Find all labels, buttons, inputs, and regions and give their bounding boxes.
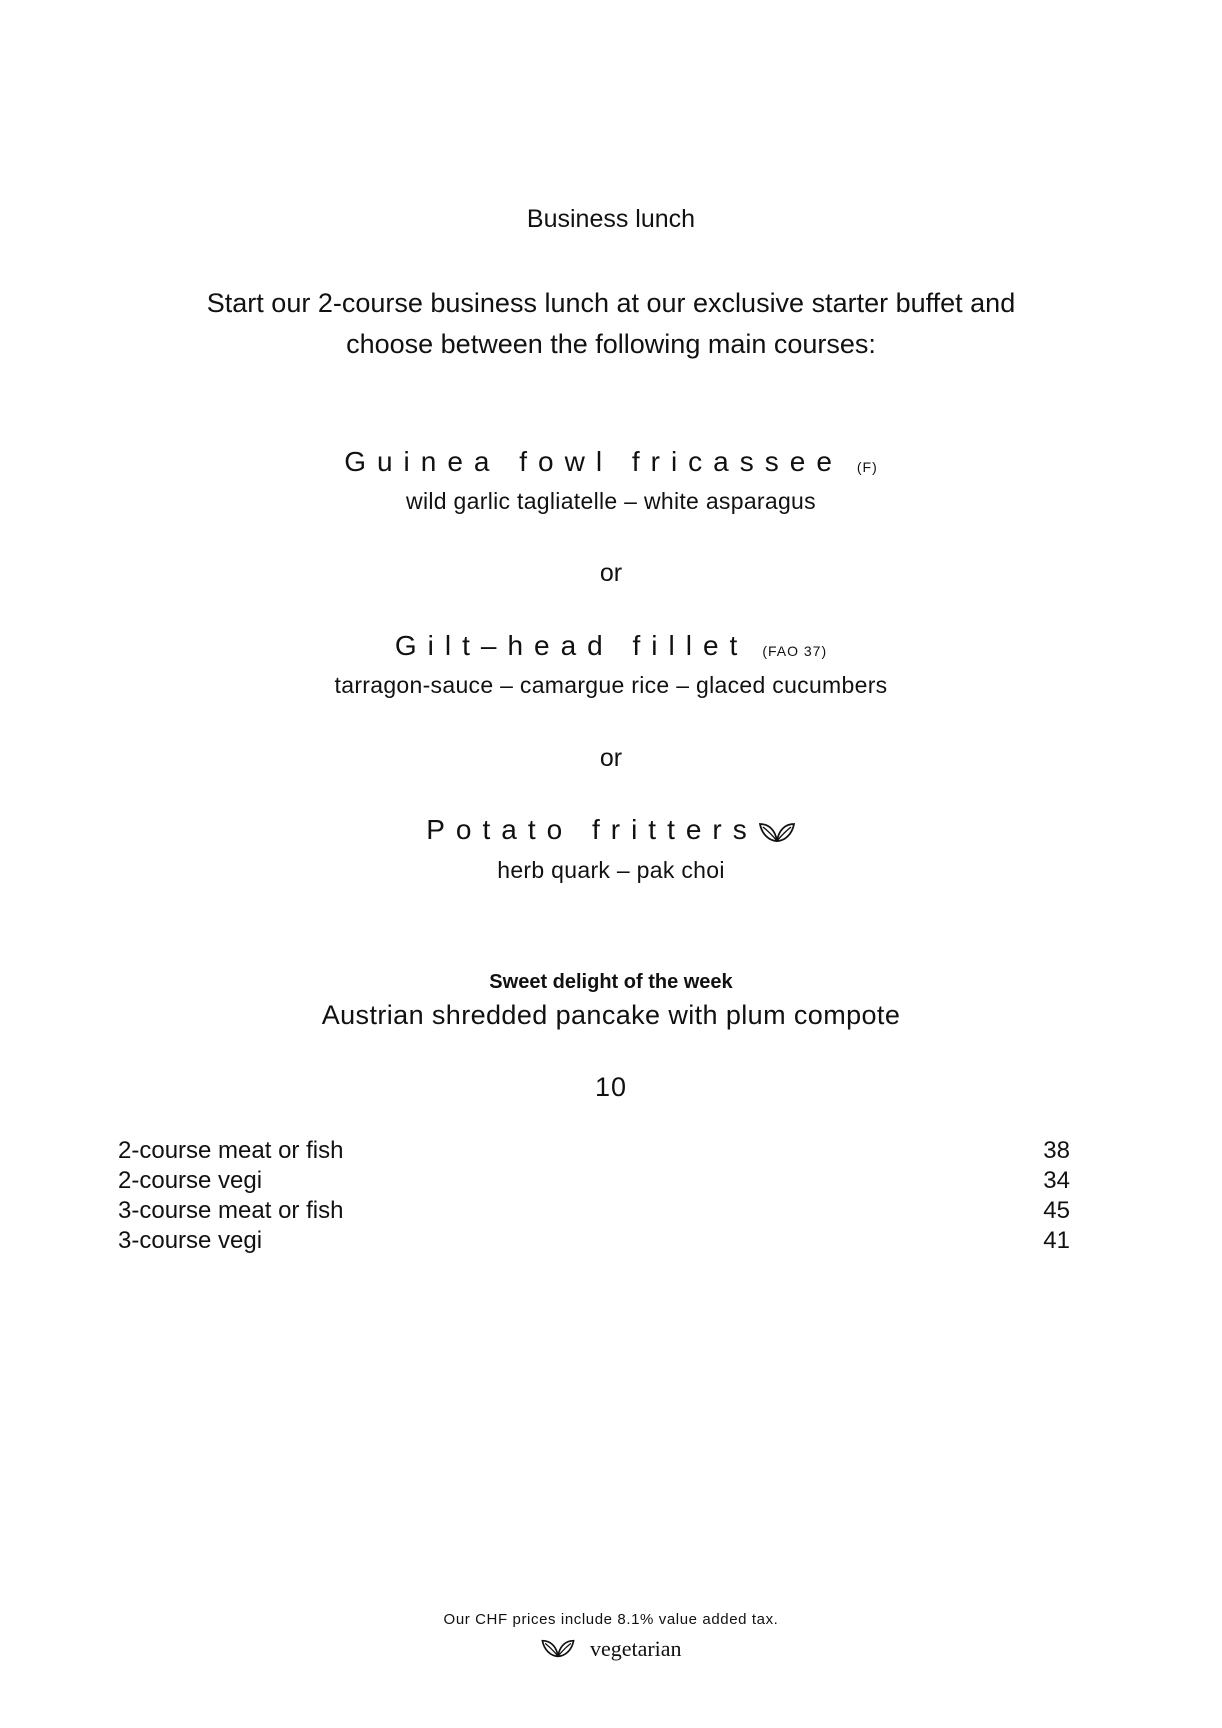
dish-potato-fritters xyxy=(0,814,1222,849)
dish-tag: (F) xyxy=(856,458,878,475)
tax-note: Our CHF prices include 8.1% value added tax. xyxy=(443,1611,779,1628)
intro-text xyxy=(0,283,1222,365)
dish-name-row xyxy=(0,630,1222,662)
price-label: 2-course vegi xyxy=(118,1167,263,1194)
price-value: 45 xyxy=(1043,1197,1070,1224)
leaf-icon xyxy=(540,1637,576,1665)
legend-text: vegetarian xyxy=(589,1636,682,1661)
dish-name: Guinea fowl fricassee xyxy=(344,446,843,477)
price-value: 41 xyxy=(1043,1227,1070,1254)
dish-name: Gilt–head fillet xyxy=(394,630,749,661)
dish-guinea-fowl xyxy=(0,446,1222,478)
or-separator: or xyxy=(599,559,623,587)
dish-name-row xyxy=(0,814,1222,849)
dish-gilt-head xyxy=(0,630,1222,662)
dish-name: Potato fritters xyxy=(426,814,758,845)
or-separator: or xyxy=(599,744,623,772)
price-label: 2-course meat or fish xyxy=(118,1137,344,1164)
dish-description: wild garlic tagliatelle – white asparagus xyxy=(406,488,816,514)
price-label: 3-course meat or fish xyxy=(118,1197,344,1224)
price-row xyxy=(118,1166,1070,1196)
price-row xyxy=(118,1196,1070,1226)
price-label: 3-course vegi xyxy=(118,1227,263,1254)
intro-line-1: Start our 2-course business lunch at our exclusive starter buffet and xyxy=(206,288,1016,318)
vegetarian-legend xyxy=(0,1636,1222,1665)
price-value: 38 xyxy=(1043,1137,1070,1164)
page-title: Business lunch xyxy=(526,205,696,233)
leaf-icon xyxy=(758,820,796,849)
sweet-item: Austrian shredded pancake with plum compote xyxy=(321,1000,901,1030)
intro-line-2: choose between the following main courses: xyxy=(346,329,876,359)
sweet-price: 10 xyxy=(594,1072,628,1102)
dish-tag: (FAO 37) xyxy=(762,642,828,659)
dish-name-row xyxy=(0,446,1222,478)
dish-description: tarragon-sauce – camargue rice – glaced cucumbers xyxy=(334,672,888,698)
price-list xyxy=(118,1136,1070,1256)
dish-description: herb quark – pak choi xyxy=(497,857,725,883)
price-row xyxy=(118,1226,1070,1256)
price-row xyxy=(118,1136,1070,1166)
price-value: 34 xyxy=(1043,1167,1070,1194)
sweet-label: Sweet delight of the week xyxy=(489,971,733,993)
